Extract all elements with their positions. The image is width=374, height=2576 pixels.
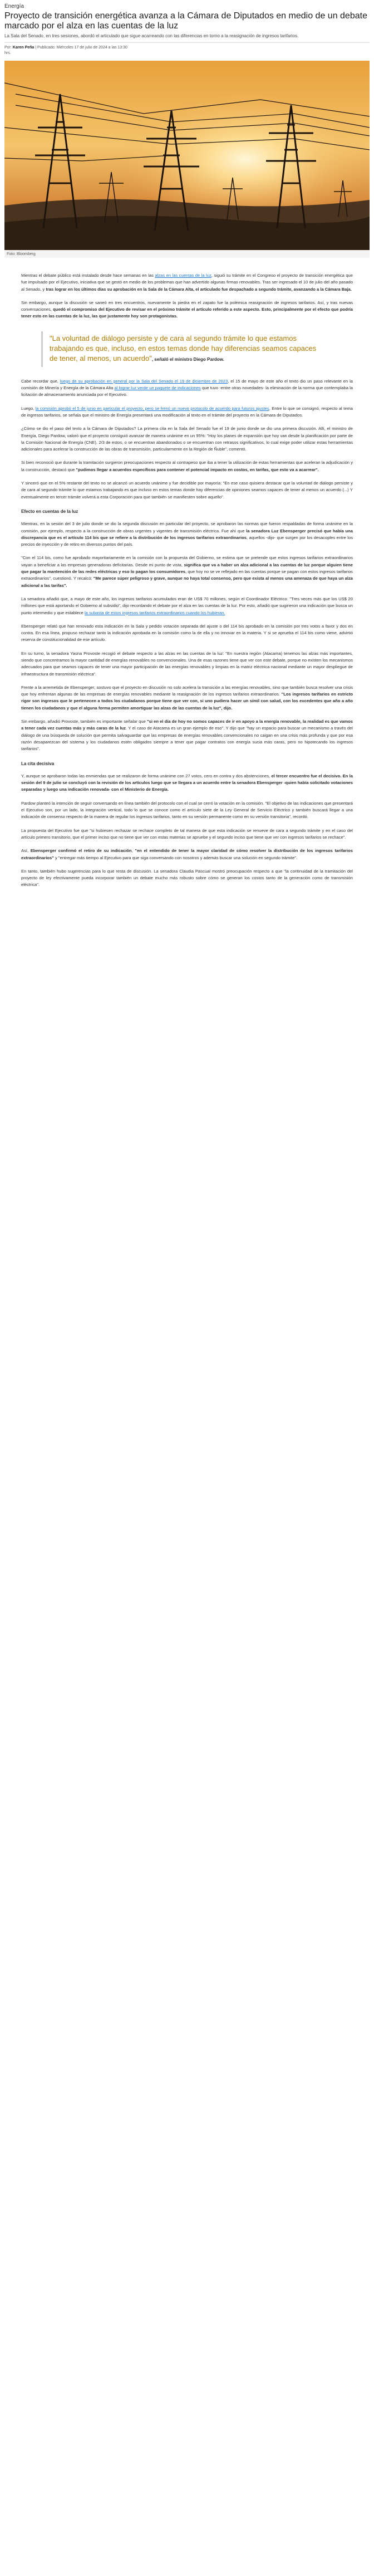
pull-quote-attribution: , señaló el ministro Diego Pardow. — [151, 356, 224, 362]
bold-text: "si en el día de hoy no somos capaces de ir en apoyo a la energía renovable, la realidad es que vamos a tener cada vez cuentas más y más caras de la luz — [21, 719, 353, 731]
subhead-cita: La cita decisiva — [21, 761, 55, 766]
paragraph-text: Cabe recordar que, — [21, 378, 60, 384]
paragraph-text: . Entre lo que se consignó, respecto al tema de ingresos tarifarios, se señala que el ministro de Energía presentará una modificación al texto en el trámite del proyecto en la Cámara de Diputados. — [21, 405, 353, 418]
article-paragraph — [21, 848, 353, 861]
paragraph-text: En tanto, también hubo sugerencias para lo que resta de discusión. La senadora Claudia Pascual mostró preocupación respecto a que "la continuidad de la tramitación del proyecto de ley efectivamente pueda incorporar también un debate mucho más robusto sobre cómo se generan los costos tanto de la generación como de transmisión eléctrica". — [21, 868, 353, 888]
bold-text: "pudimos llegar a acuerdos específicos para contener el potencial impacto en costos, en tarifas, que esto va a acarrear". — [76, 467, 319, 472]
bold-text: el tercer encuentro fue el decisivo. En la sesión del 9 de julio se concluyó con la revisión de los artículos luego que se llegara a un acuerdo entre la senadora Ebensperger -quien había solicitado votaciones separadas y luego una indicación renovada- con el Ministerio de Energía. — [21, 773, 353, 792]
article-page — [0, 0, 374, 900]
pull-quote — [41, 331, 333, 367]
byline-prefix: Por: — [4, 46, 13, 50]
article-paragraph — [21, 272, 353, 293]
divider — [4, 42, 370, 43]
paragraph-text: La senadora añadió que, a mayo de este año, los ingresos tarifarios acumulados eran de US$ 70 millones, según el Coordinador Eléctrico. "Tres veces más que los US$ 20 millones que está aportando el Gobierno al subsidio", dijo recordando el debate por el alza en las cuentas de la luz. Por esto, añadió que sugirieron una indicación que busca un punto intermedio y que establece — [21, 596, 353, 615]
inline-link[interactable]: al lograr luz verde un paquete de indicaciones — [114, 385, 201, 391]
paragraph-text: Y sinceró que en el 5% restante del texto no se alcanzó un acuerdo unánime y fue decidible por mayoría: "En ese caso quisiera destacar que la voluntad de diálogo persiste y de cara al segundo trámite lo que estamos trabajando es que incluso en estos temas donde hay diferencias de opiniones seamos capaces de tener al menos un acuerdo (...) Y eventualmente en tercer trámite volverá a esta Corporación para que también se manifiesten sobre aquello". — [21, 481, 353, 499]
bold-text: la senadora Luz Ebensperger precisó que había una discrepancia que es el artículo 114 bis que se refiere a la distribución de los ingresos tarifarios extraordinarios — [21, 528, 353, 540]
article-paragraph — [21, 425, 353, 453]
paragraph-text: Así, — [21, 848, 31, 854]
article-paragraphs-1 — [21, 272, 353, 320]
paragraph-text: , el 15 de mayo de este año el texto dio un paso relevante en la comisión de Minería y Energía de la Cámara Alta — [21, 378, 353, 391]
paragraph-text: Frente a la arremetida de Ebensperger, sostuvo que el proyecto en discusión no solo acelera la transición a las energías renovables, sino que también busca resolver una crisis que hoy enfrentan algunas de las empresas de energías renovables mediante la reasignación de los ingresos tarifarios extraordinarios. — [21, 684, 353, 697]
inline-link[interactable]: la subasta de estos ingresos tarifarios extraordinarios cuando los hubieran. — [84, 610, 225, 615]
paragraph-text: Mientras el debate público está instalado desde hace semanas en las — [21, 273, 155, 278]
article-paragraphs-2 — [21, 378, 353, 501]
bold-text: "Me parece súper peligroso y grave, aunque no haya total consenso, pero que exista al menos una amenaza de que haya un alza adicional a las tarifas". — [21, 576, 353, 588]
byline-author[interactable]: Karen Peña — [12, 46, 35, 50]
article-paragraph — [21, 300, 353, 320]
inline-link[interactable]: luego de su aprobación en general por la Sala del Senado el 19 de diciembre de 2023 — [60, 378, 228, 384]
hero-image — [4, 61, 370, 250]
article-paragraph — [21, 718, 353, 752]
paragraph-text: , aquellos -dijo- que surgen por los desacoples entre los precios de inyección y de retiro en diversos puntos del país. — [21, 535, 353, 547]
paragraph-text: "Con el 114 bis, como fue aprobado mayoritariamente en la comisión con la propuesta del Gobierno, se estima que se pretende que estos ingresos tarifarios extraordinarios vayan a beneficiar a las empresas generadoras deficitarias. Desde mi punto de vista, — [21, 555, 353, 567]
paragraph-text: que tuvo -entre otras novedades- la eliminación de la norma que contemplaba la licitación de almacenamiento anunciada por el Ejecutivo. — [21, 385, 353, 398]
paragraph-text: , — [131, 848, 135, 854]
section-label[interactable]: Energía — [4, 3, 24, 9]
article-paragraph — [21, 596, 353, 616]
article-paragraph — [21, 521, 353, 548]
bold-text: quedó el compromiso del Ejecutivo de revisar en el próximo trámite el artículo referido a este aspecto. Esto, principalmente por el efecto que podría tener esto en las cuentas de la luz, las que justamente hoy son protagonistas. — [21, 307, 353, 319]
article-body — [4, 258, 370, 889]
subhead-efecto: Efecto en cuentas de la luz — [21, 508, 78, 514]
pull-quote-text: "La voluntad de diálogo persiste y de cara al segundo trámite lo que estamos trabajando es que, incluso, en estos temas donde hay diferencias seamos capaces de tener, al menos, un acuerdo" — [50, 334, 317, 363]
article-paragraphs-3 — [21, 521, 353, 752]
paragraph-text: Sin embargo, añadió Provoste, también es importante señalar que — [21, 719, 147, 724]
bold-text: Ebensperger confirmó el retiro de su indicación — [30, 848, 132, 854]
paragraph-text: , siguió su trámite en el Congreso el proyecto de transición energética que fue impulsado por el Ejecutivo, iniciativa que se gestó en medio de los problemas que han advertido algunas firmas renovables. Tras ser ingresado el 10 de julio del año pasado al Senado, y — [21, 273, 353, 292]
paragraph-text: ¿Cómo se dio el paso del texto a la Cámara de Diputados? La primera cita en la Sala del Senado fue el 19 de junio donde se dio una primera discusión. Allí, el ministro de Energía, Diego Pardow, valoró que el proyecto consiguió avanzar de manera unánime en un 95%: "Hoy los planes de expansión que hoy van desde la planificación por parte de la Comisión Nacional de Energía (CNE), 2/3 de estos, o se encuentran abandonados o se encuentran con retrasos significativos, lo cual exige poder utilizar estas herramientas adicionales para acelerar la construcción de las obras de transmisión, particularmente en la Región de Ñuble", comentó. — [21, 426, 353, 452]
article-paragraphs-4 — [21, 773, 353, 889]
article-paragraph — [21, 480, 353, 501]
article-paragraph — [21, 800, 353, 821]
byline-published: | Publicado: Miércoles 17 de julio de 2024 a las 13:30 — [34, 46, 127, 50]
bold-text: tras lograr en los últimos días su aprobación en la Sala de la Cámara Alta, el articulado fue despachado a segundo trámite, avanzando a la Cámara Baja. — [46, 286, 352, 292]
article-paragraph — [21, 650, 353, 678]
bold-text: significa que va a haber un alza adicional a las cuentas de luz porque alguien tiene que pagar la mantención de las redes eléctricas y eso lo pagan los consumidores — [21, 562, 353, 575]
headline: Proyecto de transición energética avanza a la Cámara de Diputados en medio de un debate marcado por el alza en las cuentas de la luz — [4, 11, 367, 31]
inline-link[interactable]: la comisión aprobó el 5 de junio en particular el proyecto, pero se frenó un nuevo protocolo de acuerdo para futuros ajustes — [35, 405, 269, 411]
article-paragraph — [21, 868, 353, 889]
paragraph-text: Ebensperger relató que han renovado esta indicación en la Sala y pedido votación separada del ajuste o del 114 bis aprobado en la comisión por tres votos a favor y dos en contra. En esa línea, propuso rechazar tanto la indicación aprobada en la comisión como la de ella y no innovar en la materia. Y si se aprueba el 114 bis como viene, advirtió reserva de constitucionalidad de ese artículo. — [21, 623, 353, 643]
paragraph-text: Y, aunque se aprobaron todas las enmiendas que se realizaron de forma unánime con 27 votos, cero en contra y dos abstenciones, — [21, 773, 272, 778]
paragraph-text: Sin embargo, aunque la discusión se saneó en tres encuentros, nuevamente la piedra en el zapato fue la polémica reasignación de ingresos tarifarios. Así, y tras nuevas conversaciones, — [21, 300, 353, 312]
article-paragraph — [21, 555, 353, 589]
paragraph-text: Si bien reconoció que durante la tramitación surgieron preocupaciones respecto al contrapeso que iba a tener la utilización de estas herramientas que aceleran la adjudicación y la construcción, destacó que — [21, 460, 353, 472]
article-paragraph — [21, 827, 353, 841]
bold-text: "Los ingresos tarifarios en estricto rigor son ingresos que le pertenecen a todos los ciudadanos porque tiene que ver con, si uno pudiera hacer un símil con salud, con los excedentes que año a año tienen los ciudadanos y que el alguna forma permiten amortiguar las alzas de las cuentas de la luz", dijo. — [21, 692, 353, 711]
article-paragraph — [21, 773, 353, 794]
paragraph-text: En su turno, la senadora Yasna Provoste recogió el debate respecto a las alzas en las cuentas de la luz: "En nuestra región (Atacama) tenemos las alzas más importantes, siendo que concentramos la mayor cantidad de energías renovables no convencionales. Una de esas razones tiene que ver con este debate, porque no existen los mecanismos adecuados para que seamos capaces de tener una mayor participación de las energías renovables y limpias en la matriz eléctrica nacional mediante un mayor despliegue de infraestructura de transmisión eléctrica". — [21, 650, 353, 677]
paragraph-text: Luego, — [21, 405, 36, 411]
hero-caption: Foto: Bloomberg — [4, 250, 370, 258]
paragraph-text: La propuesta del Ejecutivo fue que "si hubiesen rechazar se rechace completo de tal manera de que esta indicación se renueve de cara a segundo trámite y en el caso del artículo primero transitorio, que el primer inciso que no tiene que ver con estas materias se apruebe y el segundo inciso que tiene que ver con ingresos tarifarios se rechace". — [21, 827, 353, 840]
article-paragraph — [21, 378, 353, 399]
article-paragraph — [21, 405, 353, 419]
byline — [4, 45, 370, 56]
bold-text: "en el entendido de tener la mayor claridad de cómo resolver la distribución de los ingresos tarifarios extraordinarios" — [21, 848, 353, 860]
byline-ago: hrs. — [4, 51, 11, 55]
paragraph-text: Pardow planteó la intención de seguir conversando en línea también del protocolo con el cual se cerró la votación en la comisión. "El objetivo de las indicaciones que presentará el Ejecutivo son, por un lado, la integración vertical, todo lo que se conoce como el artículo siete de la Ley General de Servicio Eléctrico y también buscará llegar a una indicación de consenso respecto de la manera de regular los ingresos tarifarios, tanto en su versión permanente como en su versión transitoria", recordó. — [21, 800, 353, 820]
article-paragraph — [21, 459, 353, 473]
paragraph-text: y "entregar más tiempo al Ejecutivo para que siga conversando con nosotros y además buscar una solución en segundo trámite". — [53, 855, 298, 860]
article-paragraph — [21, 684, 353, 712]
article-paragraph — [21, 623, 353, 644]
paragraph-text: , que hoy no se ve reflejado en las cuentas porque se pagan con estos ingresos tarifarios extraordinarios", cuestionó. Y recalcó: — [21, 569, 353, 581]
inline-link[interactable]: alzas en las cuentas de la luz — [155, 273, 211, 278]
paragraph-text: Mientras, en la sesión del 3 de julio donde se dio la segunda discusión en particular del proyecto, se aprobaron las normas que fueron respaldadas de forma unánime en la comisión, por ejemplo, respecto a la construcción de obras urgentes y vigentes de transmisión eléctrica. Fue ahí que — [21, 521, 353, 533]
paragraph-text: . Y el caso de Atacama es un gran ejemplo de eso". Y dijo que "hay un espacio para buscar un mecanismo a través del diálogo de una búsqueda de solución que permita salvaguardar que las empresas de energías renovables convencionales no caigan en una crisis más profunda y que por esa razón desaparezcan del sistema y los ciudadanos estén obligados siempre a tener que pagar contratos con energía sucia más caras, pero no hipotecando los ingresos tarifarios". — [21, 726, 353, 752]
power-lines-sunset-image — [4, 61, 370, 250]
lead: La Sala del Senado, en tres sesiones, abordó el articulado que sigue acarreando con las diferencias en torno a la reasignación de ingresos tarifarios. — [4, 33, 299, 38]
